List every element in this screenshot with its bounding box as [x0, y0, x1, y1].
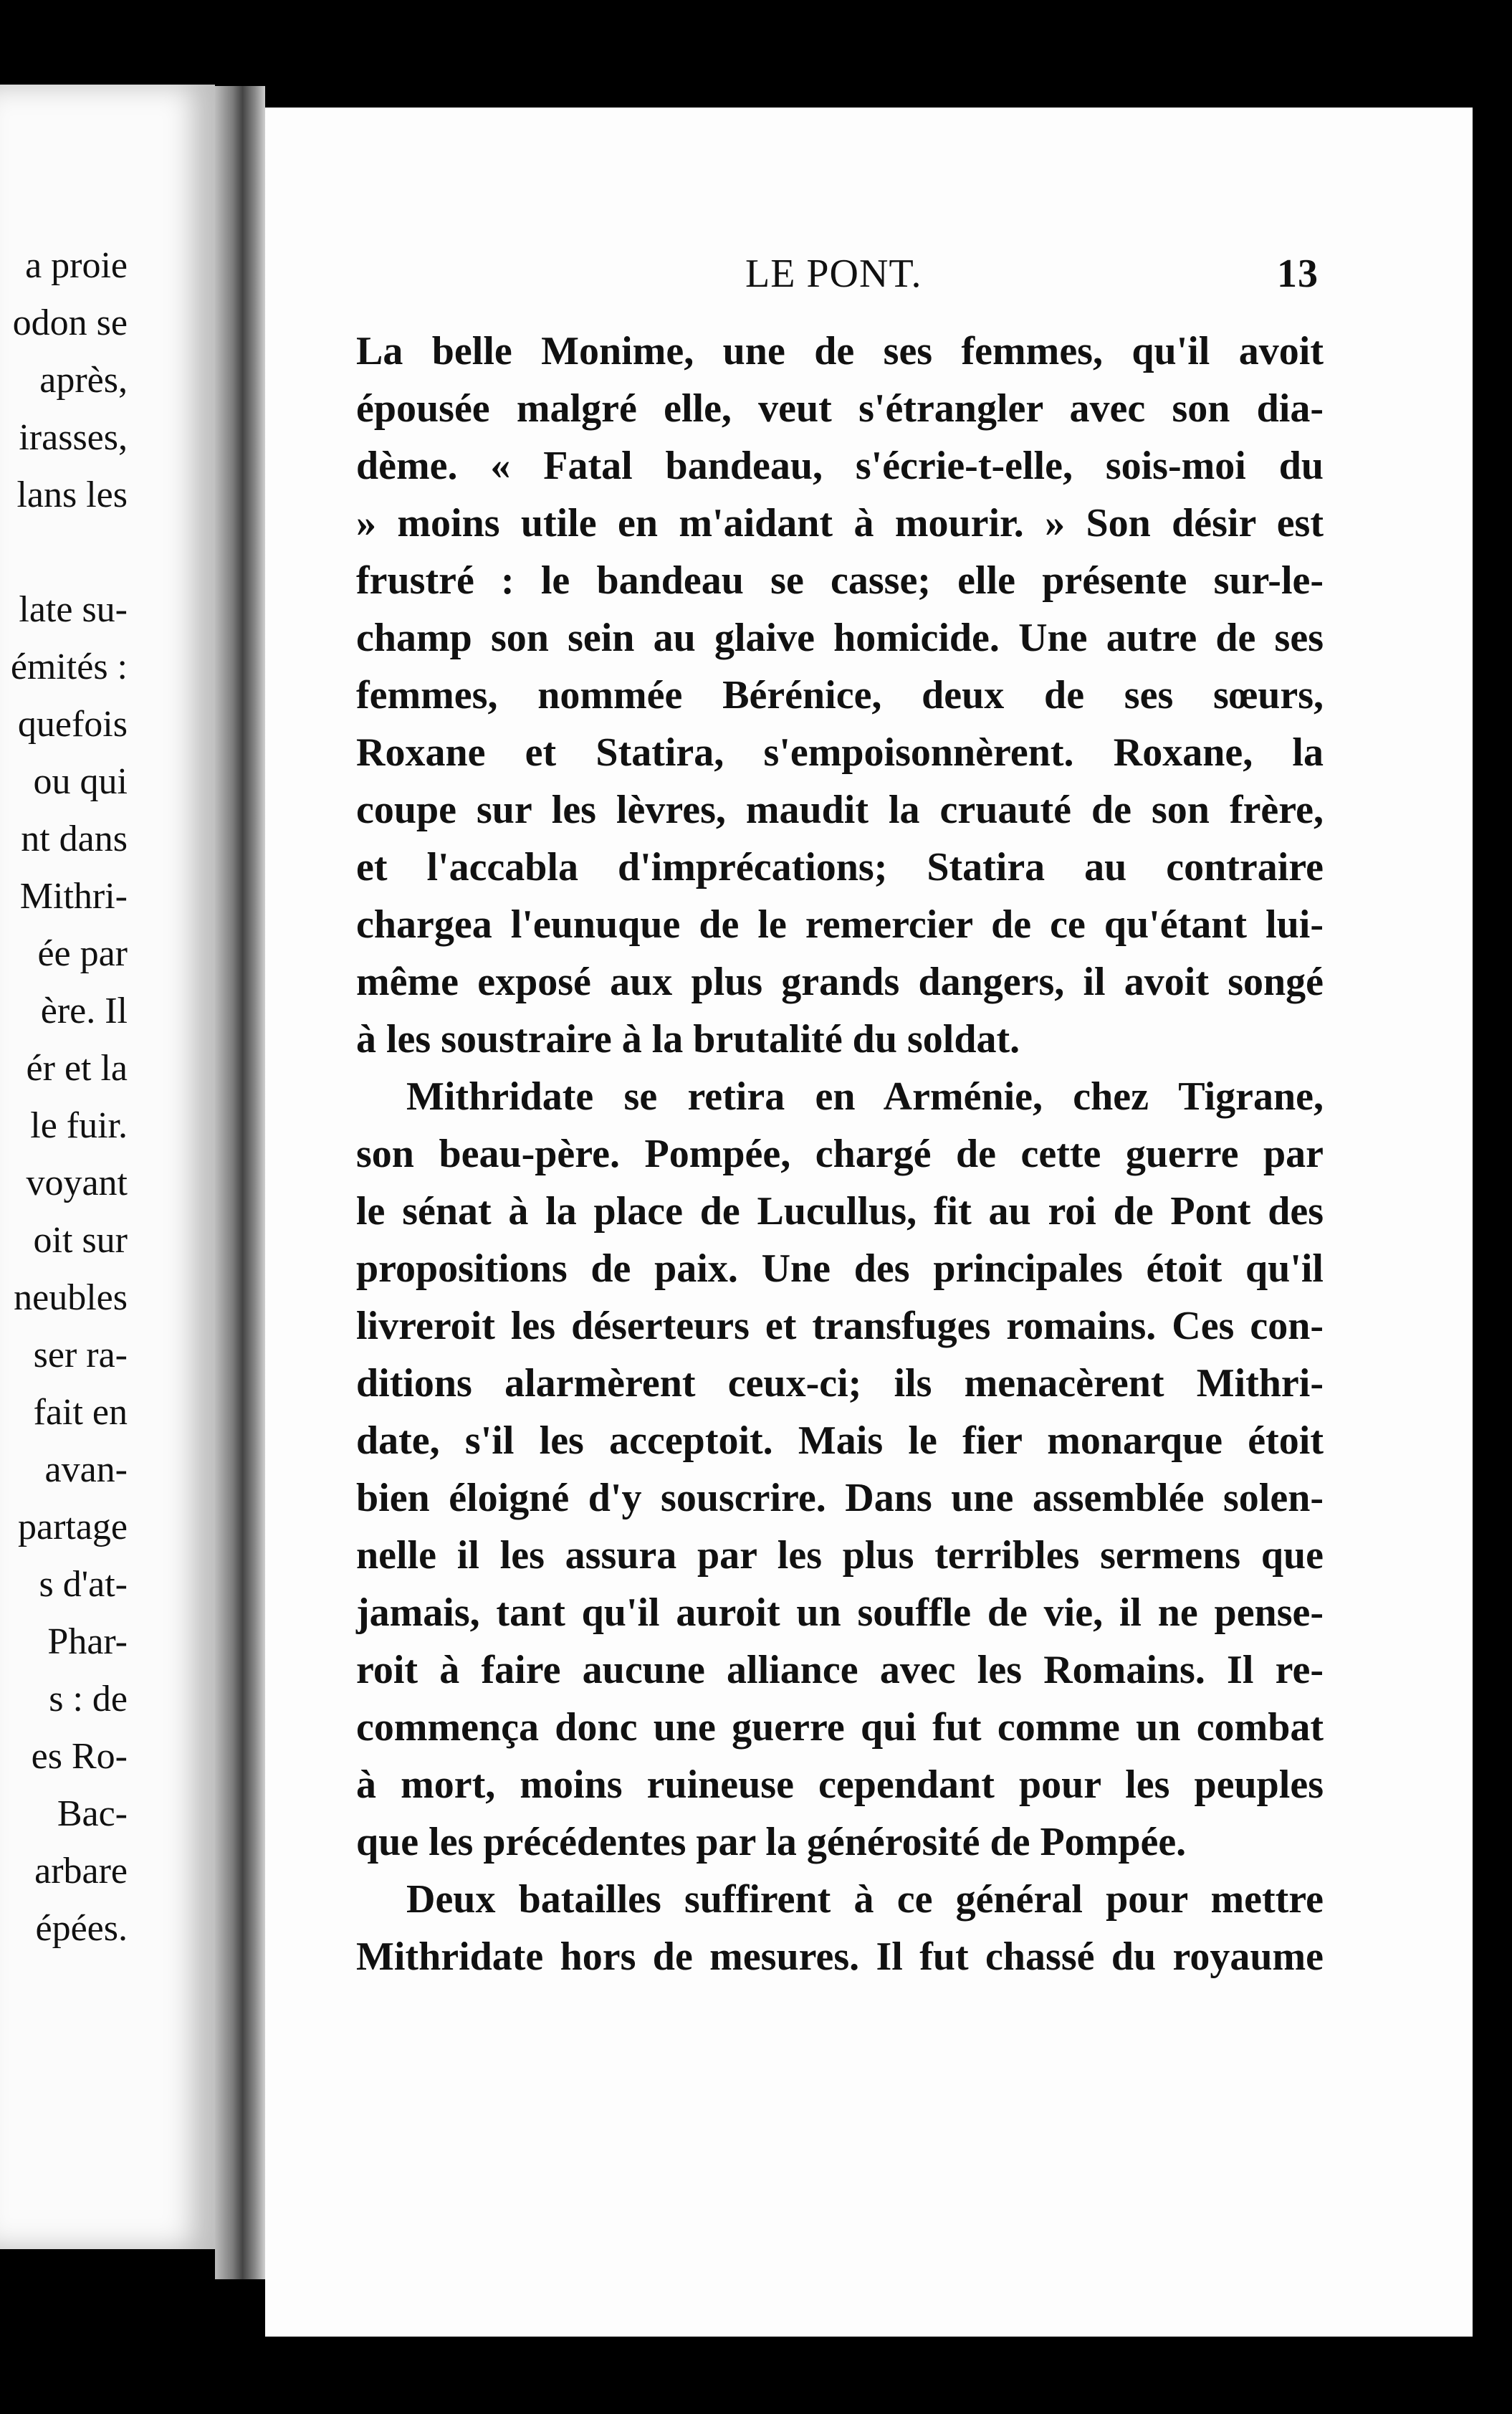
facing-page-line: épées. — [35, 1908, 128, 1949]
text-line: jamais, tant qu'il auroit un souffle de vie, il ne pense- — [356, 1590, 1324, 1635]
facing-page-line: ère. Il — [40, 991, 128, 1031]
text-line: Mithridate se retira en Arménie, chez Tigrane, — [406, 1074, 1324, 1119]
text-line: bien éloigné d'y souscrire. Dans une assemblée solen- — [356, 1476, 1324, 1520]
facing-page-line: avan- — [44, 1449, 128, 1490]
facing-page-left — [0, 85, 215, 2249]
text-line: frustré : le bandeau se casse; elle présente sur-le- — [356, 558, 1324, 603]
facing-page-line: es Ro- — [31, 1736, 128, 1777]
facing-page-line: neubles — [14, 1277, 128, 1318]
text-line: date, s'il les acceptoit. Mais le fier monarque étoit — [356, 1418, 1324, 1463]
book-page — [265, 108, 1473, 2337]
facing-page-line: ou qui — [33, 761, 128, 802]
text-line: ditions alarmèrent ceux-ci; ils menacèrent Mithri- — [356, 1361, 1324, 1406]
facing-page-line: s : de — [49, 1679, 128, 1719]
body-text — [356, 323, 1324, 1985]
text-line: le sénat à la place de Lucullus, fit au roi de Pont des — [356, 1189, 1324, 1234]
text-line: et l'accabla d'imprécations; Statira au contraire — [356, 845, 1324, 889]
facing-page-line: partage — [17, 1507, 128, 1547]
facing-page-line: arbare — [34, 1851, 128, 1891]
facing-page-line: irasses, — [19, 417, 128, 458]
facing-page-line: ér et la — [26, 1048, 128, 1089]
facing-page-line: oit sur — [33, 1220, 128, 1261]
text-line: épousée malgré elle, veut s'étrangler avec son dia- — [356, 386, 1324, 431]
text-line: Mithridate hors de mesures. Il fut chassé du royaume — [356, 1934, 1324, 1979]
text-line: propositions de paix. Une des principales étoit qu'il — [356, 1246, 1324, 1291]
text-line: livreroit les déserteurs et transfuges romains. Ces con- — [356, 1304, 1324, 1348]
book-gutter — [215, 86, 265, 2279]
facing-page-line: lans les — [16, 474, 128, 515]
text-line: Roxane et Statira, s'empoisonnèrent. Roxane, la — [356, 730, 1324, 775]
text-line: femmes, nommée Bérénice, deux de ses sœurs, — [356, 673, 1324, 717]
facing-page-line: quefois — [17, 704, 128, 745]
facing-page-line: Phar- — [47, 1621, 128, 1662]
facing-page-line: s d'at- — [39, 1564, 128, 1605]
facing-page-line: odon se — [12, 302, 128, 343]
facing-page-line: émités : — [10, 647, 128, 687]
text-line: même exposé aux plus grands dangers, il avoit songé — [356, 960, 1324, 1004]
facing-page-line: nt dans — [21, 819, 128, 859]
text-line: à mort, moins ruineuse cependant pour les peuples — [356, 1762, 1324, 1807]
text-line: coupe sur les lèvres, maudit la cruauté de son frère, — [356, 788, 1324, 832]
facing-page-line: le fuir. — [30, 1105, 128, 1146]
text-line: roit à faire aucune alliance avec les Romains. Il re- — [356, 1648, 1324, 1692]
text-line: La belle Monime, une de ses femmes, qu'il avoit — [356, 329, 1324, 373]
text-line: que les précédentes par la générosité de Pompée. — [356, 1820, 1187, 1864]
text-line: dème. « Fatal bandeau, s'écrie-t-elle, sois-moi du — [356, 444, 1324, 488]
text-line: à les soustraire à la brutalité du soldat. — [356, 1017, 1020, 1062]
text-line: Deux batailles suffirent à ce général pour mettre — [406, 1877, 1324, 1922]
text-line: commença donc une guerre qui fut comme un combat — [356, 1705, 1324, 1750]
facing-page-line: Mithri- — [19, 876, 128, 917]
text-line: champ son sein au glaive homicide. Une autre de ses — [356, 616, 1324, 660]
page-header-title: LE PONT. — [745, 252, 922, 296]
text-line: » moins utile en m'aidant à mourir. » Son désir est — [356, 501, 1324, 545]
page-number: 13 — [1277, 252, 1319, 296]
facing-page-line: ser ra- — [33, 1335, 128, 1375]
text-line: chargea l'eunuque de le remercier de ce qu'étant lui- — [356, 902, 1324, 947]
facing-page-line: late su- — [19, 589, 128, 630]
facing-page-line: après, — [39, 360, 128, 401]
facing-page-line: Bac- — [57, 1793, 128, 1834]
text-line: son beau-père. Pompée, chargé de cette guerre par — [356, 1132, 1324, 1176]
facing-page-line: fait en — [33, 1392, 128, 1433]
facing-page-line: a proie — [25, 245, 128, 286]
facing-page-line: voyant — [26, 1163, 128, 1203]
facing-page-line: ée par — [37, 933, 128, 974]
text-line: nelle il les assura par les plus terribles sermens que — [356, 1533, 1324, 1578]
